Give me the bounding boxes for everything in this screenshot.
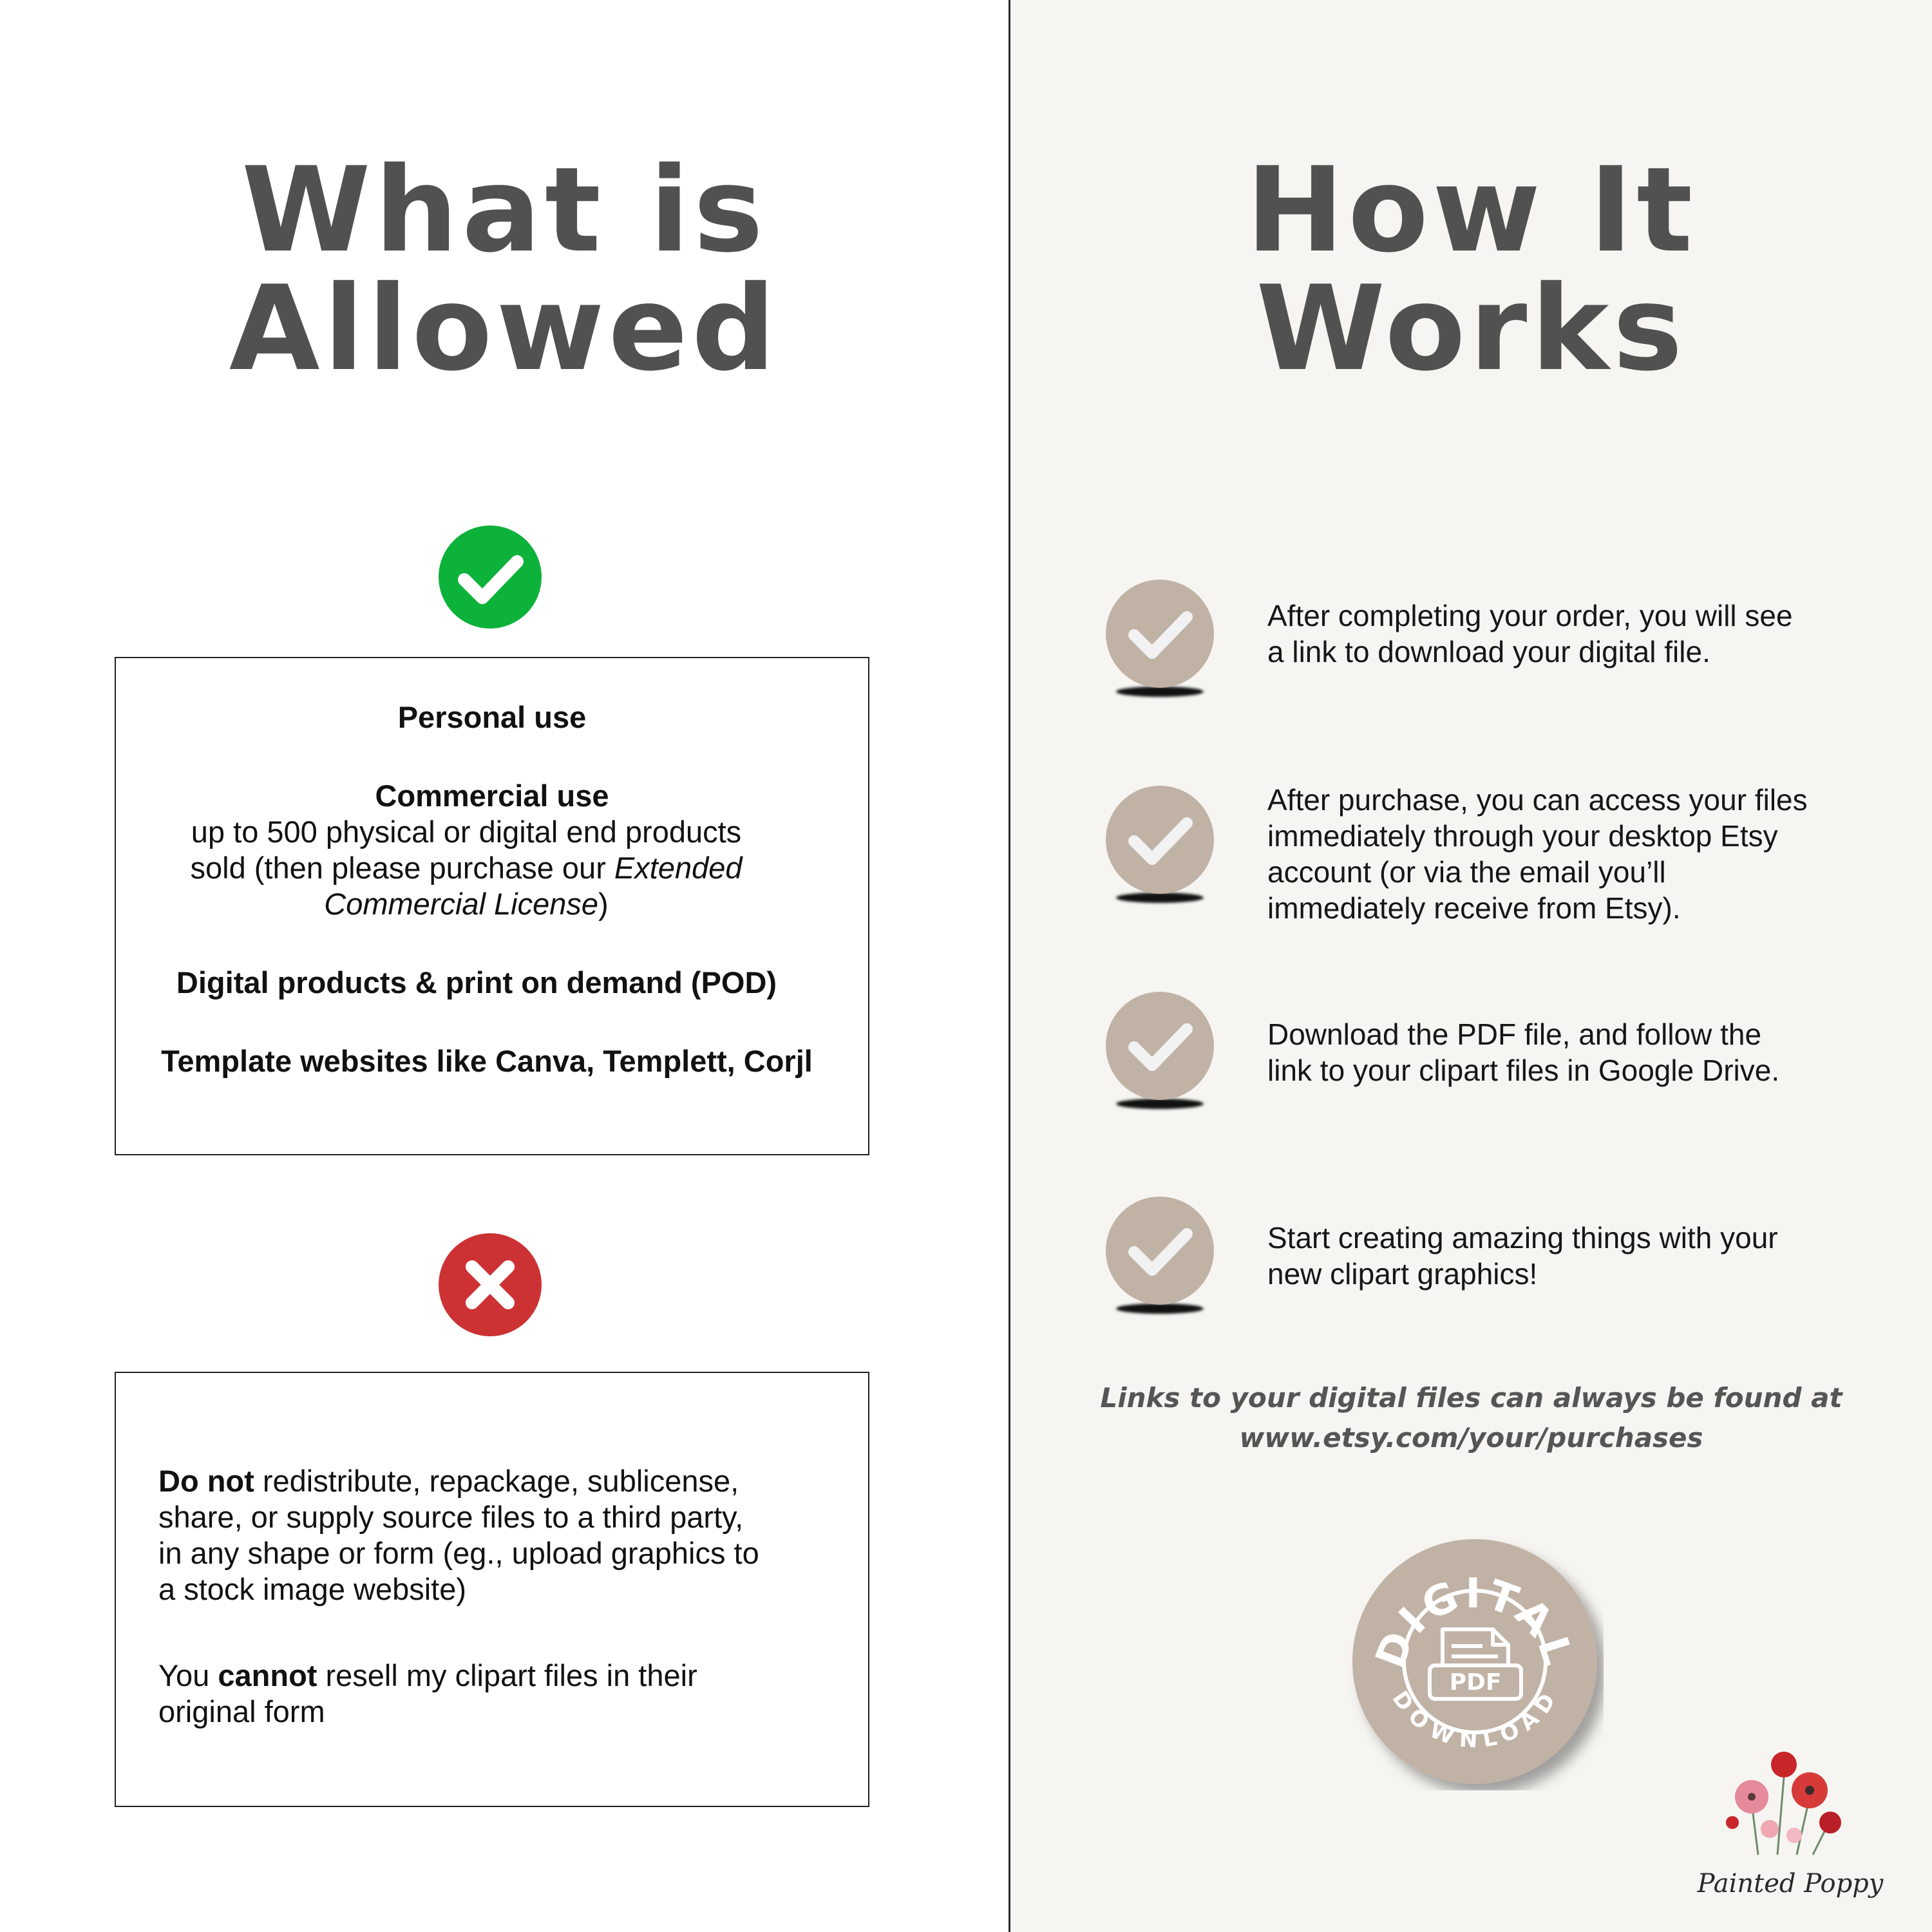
check-circle-icon [439,526,542,629]
seal-pdf-label: PDF [1449,1669,1502,1696]
allowed-title-line2: Allowed [229,260,780,397]
logo-text: Painted Poppy [1697,1869,1884,1899]
step-2-line1: After purchase, you can access your files [1267,783,1808,817]
how-title-line2: Works [1256,260,1687,397]
cannot-bold: cannot [218,1658,317,1692]
step-3-line2: link to your clipart files in Google Drive. [1267,1054,1780,1087]
digital-download-seal [1346,1533,1604,1790]
poppy-flowers-icon [1726,1752,1841,1855]
step-2-line4: immediately receive from Etsy). [1267,891,1681,925]
template-sites: Template websites like Canva, Templett, Corjl [161,1044,813,1078]
how-title-line1: How It [1245,142,1697,278]
denied-p2-pre: You [158,1658,218,1692]
denied-paragraph-1 [158,1463,841,1607]
commercial-use-title: Commercial use [375,779,609,813]
denied-paragraph-2 [158,1658,841,1730]
commercial-line3 [90,886,842,922]
step-1-line2: a link to download your digital file. [1267,635,1710,668]
x-circle-icon [439,1233,542,1336]
step-3-text [1267,1016,1886,1088]
commercial-line2-text: sold (then please purchase our [190,851,614,885]
do-not-bold: Do not [158,1464,254,1498]
step-1-text [1267,598,1886,670]
step-1-line1: After completing your order, you will see [1267,599,1793,632]
denied-p2-line1: resell my clipart files in their [317,1658,697,1692]
step-4-text [1267,1220,1886,1292]
allowed-title [0,142,1009,397]
denied-p1-line4: a stock image website) [158,1572,467,1606]
denied-p1-line3: in any shape or form (eg., upload graphics to [158,1536,759,1570]
allowed-box [115,657,869,1155]
step-2-line2: immediately through your desktop Etsy [1267,819,1778,853]
denied-p1-line2: share, or supply source files to a third party, [158,1500,744,1534]
note-line1: Links to your digital files can always be found at [1100,1382,1842,1414]
step-1-check-icon [1103,580,1217,708]
how-it-works-title [1010,142,1932,397]
step-4-check-icon [1103,1197,1217,1325]
step-2-text [1267,782,1886,926]
purchases-note [1010,1378,1932,1458]
step-2-check-icon [1103,786,1217,914]
seal-top-text: DIGITAL [1367,1569,1583,1675]
seal-bottom-text: DOWNLOAD [1387,1686,1563,1754]
step-3-check-icon [1103,992,1217,1121]
commercial-line2 [90,850,842,886]
allowed-title-line1: What is [241,142,768,278]
denied-p1-line1: redistribute, repackage, sublicense, [254,1464,739,1498]
step-3-line1: Download the PDF file, and follow the [1267,1018,1762,1051]
step-4-line2: new clipart graphics! [1267,1257,1538,1291]
painted-poppy-logo [1681,1726,1900,1906]
personal-use: Personal use [397,700,587,734]
denied-box [115,1372,869,1807]
commercial-line2-italic: Extended [614,851,743,885]
step-4-line1: Start creating amazing things with your [1267,1221,1778,1255]
step-2-line3: account (or via the email you’ll [1267,855,1666,889]
commercial-line3-text: ) [598,887,609,921]
denied-p2-line2: original form [158,1694,325,1728]
purchases-url: www.etsy.com/your/purchases [1239,1422,1703,1454]
commercial-line1: up to 500 physical or digital end products [191,815,742,849]
pod-use: Digital products & print on demand (POD) [176,965,777,999]
commercial-line3-italic: Commercial License [324,887,599,921]
